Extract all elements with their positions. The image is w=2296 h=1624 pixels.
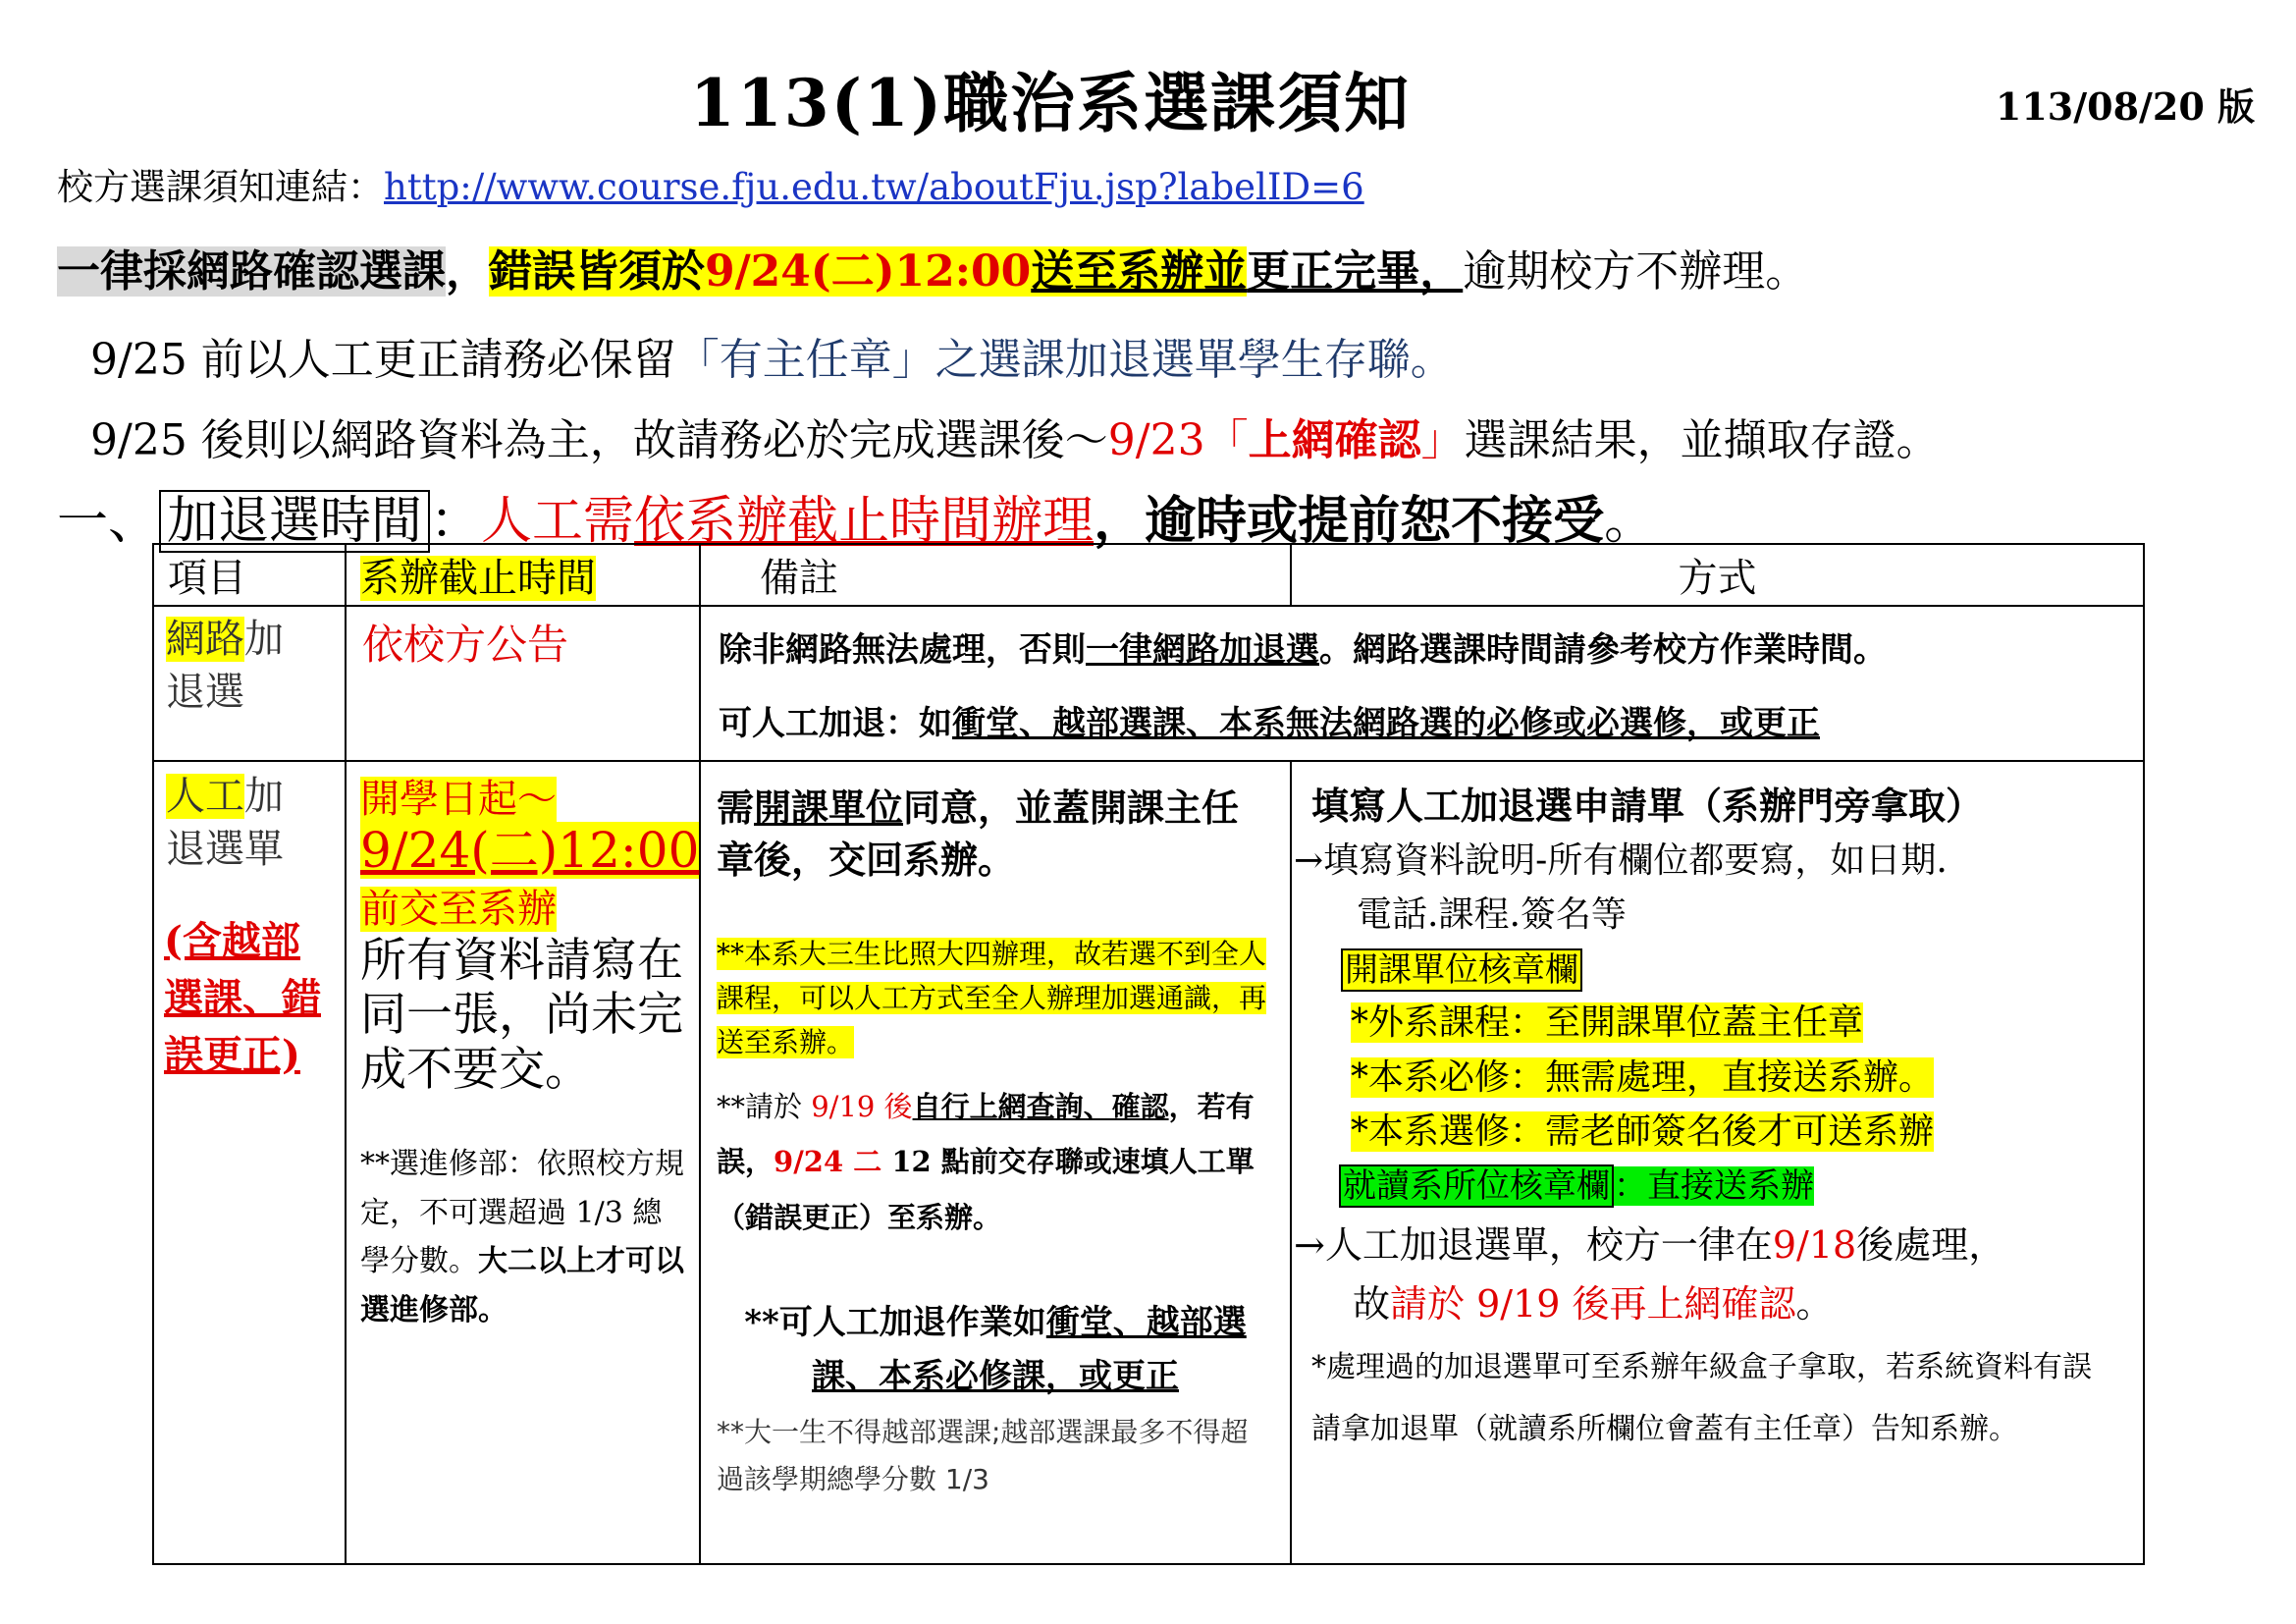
row2-method-block — [1292, 762, 2143, 1460]
method-line1 — [1294, 834, 2131, 889]
row2-note-e2: 衝堂、越部選課、本系必修課，或更正 — [812, 1303, 1247, 1396]
main-rule — [57, 236, 1808, 298]
method-title: 填寫人工加退選申請單（系辦門旁拿取） — [1311, 784, 1984, 828]
row2-note-f: **大一生不得越部選課;越部選課最多不得超過該學期總學分數 1/3 — [717, 1416, 1249, 1495]
header-method-label: 方式 — [1678, 556, 1757, 601]
method-y2: *本系必修：無需處理，直接送系辦。 — [1351, 1056, 1935, 1098]
rule-part2: 錯誤皆須於 — [489, 246, 705, 297]
course-link-label: 校方選課須知連結： — [57, 166, 384, 208]
note2-b: 9/23「 — [1107, 415, 1249, 465]
version-label: 113/08/20 版 — [1995, 84, 2255, 129]
method-l3c: 。 — [1795, 1282, 1834, 1326]
row2-dl-f: 大二以上才可以選進修部。 — [360, 1244, 684, 1327]
row2-note-d1: **請於 — [717, 1089, 812, 1123]
rule-part5: 逾期校方不辦理。 — [1463, 246, 1809, 297]
method-l3a: 故 — [1353, 1282, 1391, 1326]
rule-online-confirm: 一律採網路確認選課 — [57, 246, 446, 297]
row2-dl-ef — [360, 1097, 685, 1334]
row2-item — [153, 761, 346, 1564]
method-line3 — [1311, 1276, 2131, 1332]
row1-note-line2 — [701, 671, 2143, 744]
row1-note2-b: 衝堂、越部選課、本系無法網路選的必修或必選修，或更正 — [952, 704, 1820, 743]
rule-deadline: 9/24(二)12:00 — [705, 246, 1032, 297]
row2-deadline-block — [347, 762, 699, 1340]
header-deadline-label: 系辦截止時間 — [360, 556, 596, 601]
section-boxed-label: 加退選時間 — [159, 490, 430, 553]
row2-item-text — [154, 762, 345, 884]
row1-item-a: 網路 — [166, 617, 244, 662]
note-online-after — [90, 405, 1940, 467]
row2-note-b: 開課單位 — [754, 785, 904, 830]
method-footnote: *處理過的加退選單可至系辦年級盒子拿取，若系統資料有誤請拿加退單（就讀系所欄位會蓋有主任章）告知系辦。 — [1311, 1350, 2092, 1447]
method-yellow-list — [1311, 996, 2131, 1160]
note2-e: 選課結果，並擷取存證。 — [1464, 415, 1940, 465]
method-y1: *外系課程：至開課單位蓋主任章 — [1351, 1001, 1864, 1043]
rule-part4: 更正完畢， — [1247, 246, 1464, 297]
method-green-text: ：直接送系辦 — [1614, 1166, 1814, 1207]
header-note-label: 備註 — [760, 556, 838, 601]
row2-note-e1: **可人工加退作業如 — [744, 1303, 1046, 1343]
table-row-manual — [153, 761, 2144, 1564]
note2-a: 9/25 後則以網路資料為主，故請務必於完成選課後～ — [90, 415, 1108, 465]
note-manual-before — [90, 324, 1454, 387]
method-l2a: 人工加退選單，校方一律在 — [1324, 1222, 1773, 1267]
table-header-row — [153, 544, 2144, 606]
row2-deadline — [346, 761, 700, 1564]
method-box1: 開課單位核章欄 — [1341, 948, 1582, 992]
rule-highlight — [489, 246, 1247, 297]
row2-method — [1291, 761, 2144, 1564]
row2-note-a: 需 — [717, 785, 755, 830]
method-line1b: 電話.課程.簽名等 — [1357, 893, 1627, 935]
row1-item-text — [154, 607, 345, 725]
row1-note2-a: 可人工加退：如 — [719, 704, 952, 743]
row2-note-yellow-wrap — [717, 886, 1274, 1064]
arrow-right-icon: → — [1294, 840, 1324, 881]
method-line2 — [1294, 1214, 2131, 1277]
row2-note-d5: 9/24 二 — [774, 1145, 882, 1179]
section-bold: ，逾時或提前恕不接受 — [1094, 491, 1605, 551]
row2-note — [700, 761, 1291, 1564]
row2-note-c: 同意，並蓋開課主任章後，交回系辦。 — [717, 785, 1240, 883]
rule-part3: 送至系辦並 — [1031, 246, 1248, 297]
section-red-a: 人工需 — [481, 492, 635, 551]
row2-dl-e: **選進修部：依照校方規定，不可選超過 1/3 總學分數。 — [360, 1147, 684, 1279]
method-box1-wrap — [1311, 946, 2131, 996]
arrow-right-icon-2: → — [1294, 1222, 1325, 1267]
row2-note-yellow: **本系大三生比照大四辦理，故若選不到全人課程，可以人工方式至全人辦理加選通識，再送至系辦。 — [717, 938, 1267, 1058]
row2-note-block — [701, 762, 1290, 1502]
row1-note-a: 除非網路無法處理，否則 — [719, 630, 1086, 670]
schedule-table — [152, 543, 2145, 1565]
row2-item-b: 加 — [244, 774, 284, 819]
note1-a: 9/25 前以人工更正請務必保留 — [90, 335, 676, 385]
header-item — [153, 544, 346, 606]
row2-dl-b: 9/24(二)12:00 — [360, 822, 700, 879]
row2-note-d — [717, 1065, 1274, 1246]
row2-note-d6: 12 點前交存聯或速填人工單（錯誤更正）至系辦。 — [717, 1145, 1255, 1234]
row1-item-c: 退選 — [166, 670, 244, 715]
row1-deadline — [346, 606, 700, 761]
row1-item — [153, 606, 346, 761]
row2-note-d3: 自行上網查詢、確認 — [912, 1089, 1169, 1123]
method-l2c: 後處理， — [1856, 1222, 2006, 1267]
section-red-b: 依系辦截止時間辦理 — [634, 492, 1095, 551]
note1-b: 「有主任章」之選課加退選單學生存聯。 — [675, 335, 1454, 385]
row2-note-d2: 9/19 後 — [811, 1089, 913, 1123]
note2-d: 」 — [1420, 415, 1465, 465]
note2-c: 上網確認 — [1248, 415, 1421, 465]
page-title: 113(1)職治系選課須知 — [689, 65, 1412, 141]
header-deadline — [346, 544, 700, 606]
section-colon: ： — [430, 492, 482, 551]
section-1-heading — [57, 479, 1655, 553]
row2-item-red: (含越部選課、錯誤更正) — [164, 918, 321, 1078]
method-line1-text: 填寫資料說明-所有欄位都要寫，如日期. — [1323, 840, 1948, 881]
row2-note-d4: ，若有誤， — [717, 1089, 1255, 1179]
section-number: 一、 — [57, 492, 160, 551]
row1-note — [700, 606, 2144, 761]
row1-item-b: 加 — [244, 617, 284, 662]
rule-comma: ， — [446, 246, 489, 297]
section-end: 。 — [1604, 492, 1656, 551]
row2-item-a: 人工 — [166, 774, 244, 819]
row1-note-line1 — [701, 607, 2143, 671]
course-link-line — [57, 157, 1364, 210]
method-box2: 就讀系所位核章欄 — [1339, 1164, 1614, 1208]
row2-item-c: 退選單 — [166, 827, 284, 872]
row2-note-main — [717, 782, 1274, 886]
method-l3b: 請於 9/19 後再上網確認 — [1390, 1282, 1796, 1326]
row2-dl-c: 前交至系辦 — [360, 887, 557, 932]
row1-deadline-text: 依校方公告 — [362, 621, 569, 669]
method-l2b: 9/18 — [1772, 1222, 1857, 1267]
header-method — [1291, 544, 2144, 606]
method-y3: *本系選修：需老師簽名後才可送系辦 — [1351, 1111, 1935, 1153]
header-item-label: 項目 — [168, 556, 246, 601]
row2-note-e — [717, 1245, 1274, 1403]
method-green-wrap — [1311, 1160, 2131, 1213]
row2-dl-d: 所有資料請寫在同一張，尚未完成不要交。 — [360, 934, 683, 1097]
row1-note-c: 。網路選課時間請參考校方作業時間。 — [1319, 630, 1887, 670]
course-link[interactable]: http://www.course.fju.edu.tw/aboutFju.jsp?labelID=6 — [384, 166, 1364, 208]
row2-dl-a: 開學日起～ — [360, 777, 557, 822]
row1-note-b: 一律網路加退選 — [1086, 630, 1319, 670]
header-note — [700, 544, 1291, 606]
table-row-online — [153, 606, 2144, 761]
